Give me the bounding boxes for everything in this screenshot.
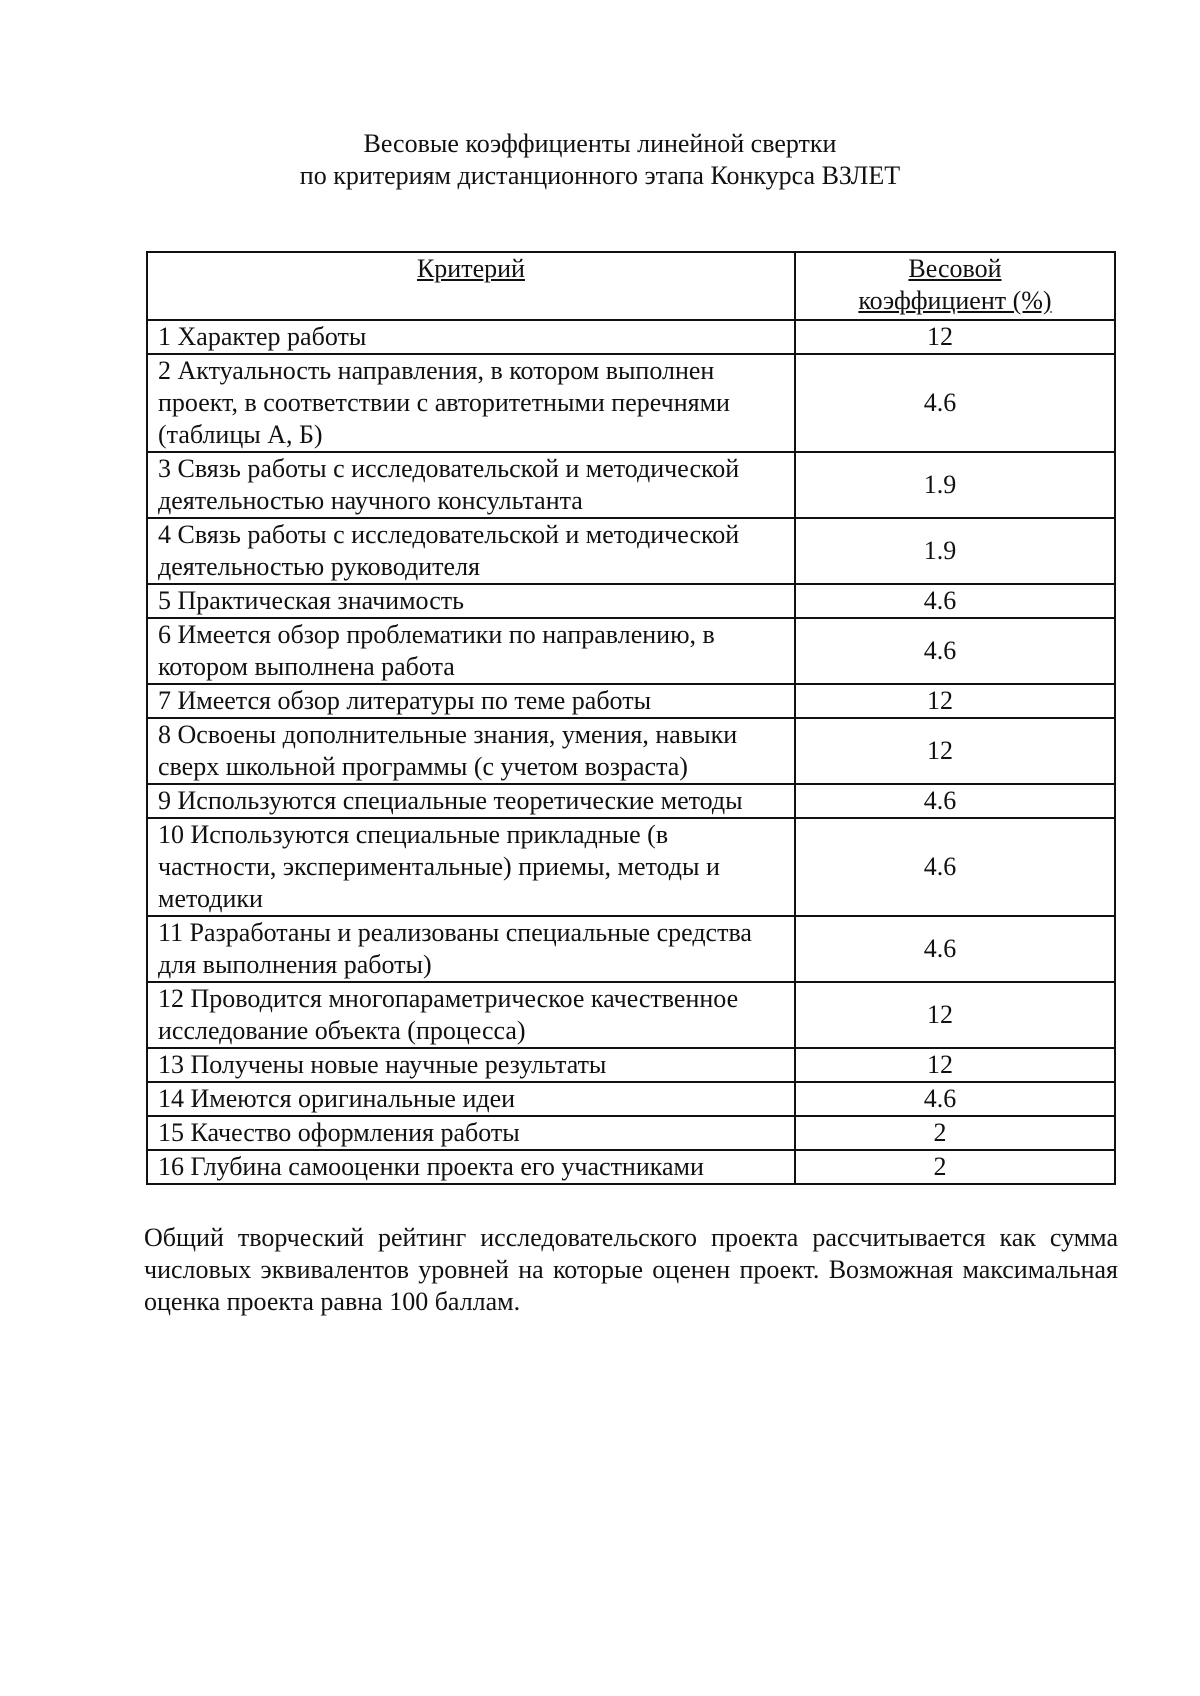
weight-cell: 12	[795, 718, 1115, 784]
criterion-cell: 12 Проводится многопараметрическое качественное исследование объекта (процесса)	[147, 982, 795, 1048]
table-row	[147, 354, 1115, 452]
criterion-cell: 3 Связь работы с исследовательской и методической деятельностью научного консультанта	[147, 452, 795, 518]
table-row	[147, 784, 1115, 818]
table-row	[147, 982, 1115, 1048]
weight-cell: 4.6	[795, 784, 1115, 818]
criterion-cell: 9 Используются специальные теоретические методы	[147, 784, 795, 818]
title-line-2: по критериям дистанционного этапа Конкурса ВЗЛЕТ	[299, 161, 901, 190]
table-row	[147, 584, 1115, 618]
weight-cell: 4.6	[795, 618, 1115, 684]
weight-cell: 12	[795, 320, 1115, 354]
weight-cell: 2	[795, 1116, 1115, 1150]
weight-cell: 4.6	[795, 818, 1115, 916]
table-row	[147, 518, 1115, 584]
table-row	[147, 452, 1115, 518]
header-weight-line-1: Весовой	[908, 254, 1002, 283]
document-title	[0, 128, 1200, 192]
table-row	[147, 1082, 1115, 1116]
table-row	[147, 684, 1115, 718]
criterion-cell: 8 Освоены дополнительные знания, умения, навыки сверх школьной программы (с учетом возраста)	[147, 718, 795, 784]
table-row	[147, 320, 1115, 354]
weight-cell: 12	[795, 982, 1115, 1048]
criteria-table	[146, 251, 1116, 1185]
criterion-cell: 15 Качество оформления работы	[147, 1116, 795, 1150]
table-row	[147, 818, 1115, 916]
criterion-cell: 14 Имеются оригинальные идеи	[147, 1082, 795, 1116]
table-row	[147, 1116, 1115, 1150]
header-weight	[795, 252, 1115, 320]
weight-cell: 1.9	[795, 452, 1115, 518]
criterion-cell: 5 Практическая значимость	[147, 584, 795, 618]
table-row	[147, 1048, 1115, 1082]
weight-cell: 4.6	[795, 1082, 1115, 1116]
criterion-cell: 4 Связь работы с исследовательской и методической деятельностью руководителя	[147, 518, 795, 584]
header-criterion	[147, 252, 795, 320]
table-row	[147, 916, 1115, 982]
table-row	[147, 1150, 1115, 1184]
weight-cell: 4.6	[795, 354, 1115, 452]
criterion-cell: 13 Получены новые научные результаты	[147, 1048, 795, 1082]
criterion-cell: 11 Разработаны и реализованы специальные средства для выполнения работы)	[147, 916, 795, 982]
weight-cell: 4.6	[795, 584, 1115, 618]
weight-cell: 1.9	[795, 518, 1115, 584]
summary-paragraph: Общий творческий рейтинг исследовательского проекта рассчитывается как сумма числовых эквивалентов уровней на которые оценен проект. Возможная максимальная оценка проекта равна 100 баллам.	[144, 1223, 1118, 1316]
criteria-table-body	[147, 320, 1115, 1184]
weight-cell: 12	[795, 684, 1115, 718]
header-weight-line-2: коэффициент (%)	[858, 286, 1052, 315]
weight-cell: 2	[795, 1150, 1115, 1184]
weight-cell: 12	[795, 1048, 1115, 1082]
header-criterion-label: Критерий	[416, 254, 525, 283]
criterion-cell: 10 Используются специальные прикладные (в частности, экспериментальные) приемы, методы и методики	[147, 818, 795, 916]
table-row	[147, 618, 1115, 684]
criterion-cell: 1 Характер работы	[147, 320, 795, 354]
criterion-cell: 7 Имеется обзор литературы по теме работы	[147, 684, 795, 718]
criterion-cell: 16 Глубина самооценки проекта его участниками	[147, 1150, 795, 1184]
title-line-1: Весовые коэффициенты линейной свертки	[363, 129, 837, 158]
table-header-row	[147, 252, 1115, 320]
table-row	[147, 718, 1115, 784]
criterion-cell: 2 Актуальность направления, в котором выполнен проект, в соответствии с авторитетными перечнями (таблицы А, Б)	[147, 354, 795, 452]
weight-cell: 4.6	[795, 916, 1115, 982]
criterion-cell: 6 Имеется обзор проблематики по направлению, в котором выполнена работа	[147, 618, 795, 684]
